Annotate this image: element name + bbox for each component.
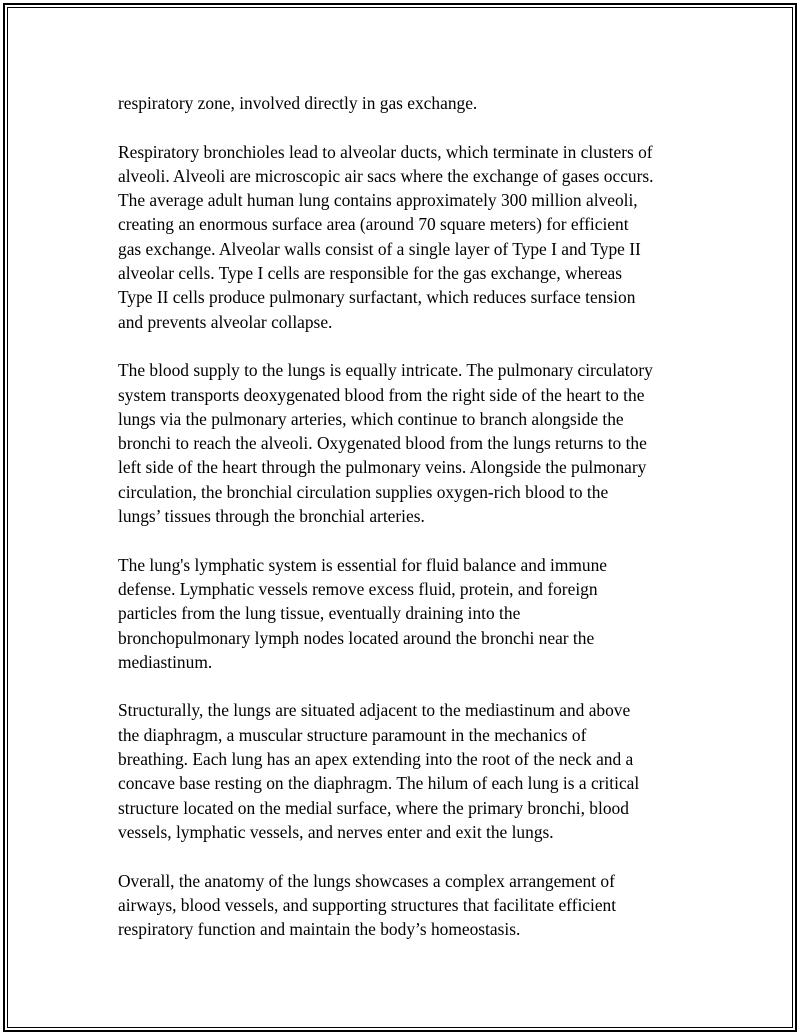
text-line: Structurally, the lungs are situated adjacent to the mediastinum and above bbox=[118, 700, 631, 721]
text-line: and prevents alveolar collapse. bbox=[118, 311, 333, 332]
text-line: alveoli. Alveoli are microscopic air sacs where the exchange of gases occurs. bbox=[118, 165, 654, 186]
text-line: mediastinum. bbox=[118, 651, 213, 672]
text-line: circulation, the bronchial circulation supplies oxygen-rich blood to the bbox=[118, 481, 609, 502]
text-line: alveolar cells. Type I cells are responsible for the gas exchange, whereas bbox=[118, 263, 623, 284]
paragraph-respiratory-zone bbox=[118, 91, 693, 115]
text-line: vessels, lymphatic vessels, and nerves enter and exit the lungs. bbox=[118, 821, 554, 842]
text-line: structure located on the medial surface, where the primary bronchi, blood bbox=[118, 797, 629, 818]
paragraph-alveoli bbox=[118, 140, 693, 334]
paragraph-lymphatic-system bbox=[118, 553, 693, 674]
text-line: gas exchange. Alveolar walls consist of a single layer of Type I and Type II bbox=[118, 238, 641, 259]
paragraph-structure bbox=[118, 698, 693, 844]
text-line: The average adult human lung contains approximately 300 million alveoli, bbox=[118, 190, 638, 211]
text-line: left side of the heart through the pulmonary veins. Alongside the pulmonary bbox=[118, 457, 647, 478]
paragraph-overall bbox=[118, 869, 693, 942]
text-line: the diaphragm, a muscular structure paramount in the mechanics of bbox=[118, 724, 587, 745]
document-body bbox=[118, 91, 693, 966]
text-line: respiratory zone, involved directly in gas exchange. bbox=[118, 93, 478, 113]
text-line: lungs’ tissues through the bronchial arteries. bbox=[118, 506, 425, 527]
text-line: Respiratory bronchioles lead to alveolar ducts, which terminate in clusters of bbox=[118, 141, 653, 162]
text-line: creating an enormous surface area (around 70 square meters) for efficient bbox=[118, 214, 629, 235]
paragraph-blood-supply bbox=[118, 358, 693, 528]
text-line: bronchi to reach the alveoli. Oxygenated blood from the lungs returns to the bbox=[118, 433, 647, 454]
text-line: concave base resting on the diaphragm. The hilum of each lung is a critical bbox=[118, 773, 640, 794]
text-line: particles from the lung tissue, eventually draining into the bbox=[118, 603, 521, 624]
text-line: The lung's lymphatic system is essential for fluid balance and immune bbox=[118, 554, 607, 575]
text-line: airways, blood vessels, and supporting structures that facilitate efficient bbox=[118, 894, 617, 915]
text-line: system transports deoxygenated blood from the right side of the heart to the bbox=[118, 384, 645, 405]
text-line: respiratory function and maintain the body’s homeostasis. bbox=[118, 919, 521, 940]
text-line: defense. Lymphatic vessels remove excess fluid, protein, and foreign bbox=[118, 578, 598, 599]
text-line: Type II cells produce pulmonary surfactant, which reduces surface tension bbox=[118, 287, 636, 308]
text-line: The blood supply to the lungs is equally intricate. The pulmonary circulatory bbox=[118, 360, 653, 381]
text-line: bronchopulmonary lymph nodes located around the bronchi near the bbox=[118, 627, 595, 648]
text-line: lungs via the pulmonary arteries, which continue to branch alongside the bbox=[118, 408, 624, 429]
text-line: Overall, the anatomy of the lungs showcases a complex arrangement of bbox=[118, 870, 615, 891]
text-line: breathing. Each lung has an apex extending into the root of the neck and a bbox=[118, 749, 634, 770]
